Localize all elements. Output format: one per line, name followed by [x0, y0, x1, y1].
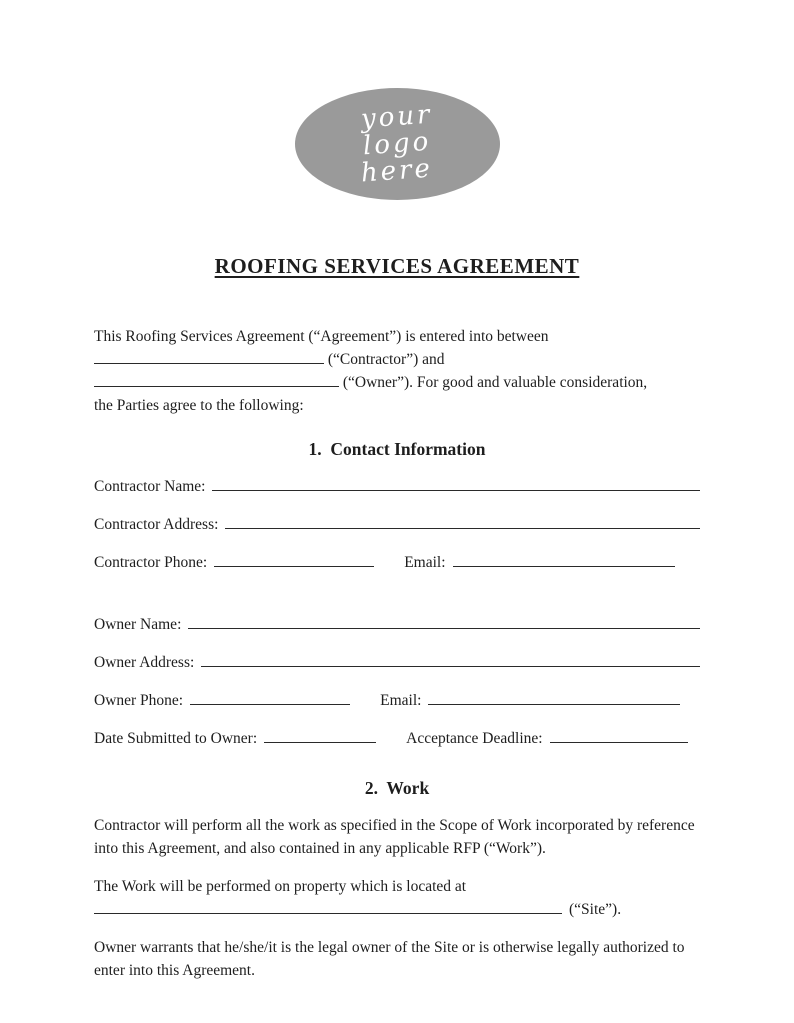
owner-name-blank	[94, 382, 339, 387]
logo-text-line: here	[360, 153, 434, 188]
site-lead-text: The Work will be performed on property which is located at	[94, 878, 467, 895]
intro-line-1: This Roofing Services Agreement (“Agreement”) is entered into between	[94, 328, 549, 345]
intro-owner-label: (“Owner”). For good and valuable consideration,	[342, 374, 648, 391]
contractor-address-field	[225, 524, 700, 529]
intro-line-4: the Parties agree to the following:	[94, 397, 304, 414]
contractor-email-label: Email:	[404, 554, 446, 571]
work-paragraph-3: Owner warrants that he/she/it is the legal owner of the Site or is otherwise legally authorized to enter into this Agreement.	[94, 939, 685, 979]
contractor-phone-email-row	[94, 552, 700, 574]
section-2-heading: 2. Work	[364, 778, 430, 798]
contractor-phone-field	[214, 562, 374, 567]
section-1-heading: 1. Contact Information	[308, 439, 486, 459]
owner-address-row	[94, 652, 700, 674]
contractor-phone-label: Contractor Phone:	[94, 554, 208, 571]
intro-contractor-label: (“Contractor”) and	[327, 351, 445, 368]
document-title: ROOFING SERVICES AGREEMENT	[214, 254, 580, 278]
contractor-name-field	[212, 486, 700, 491]
owner-name-field	[188, 624, 700, 629]
work-paragraph-2	[94, 875, 700, 921]
acceptance-deadline-label: Acceptance Deadline:	[406, 730, 543, 747]
logo-text-line: logo	[361, 126, 433, 161]
owner-name-label: Owner Name:	[94, 616, 182, 633]
owner-phone-field	[190, 700, 350, 705]
contractor-address-label: Contractor Address:	[94, 516, 219, 533]
owner-email-label: Email:	[380, 692, 422, 709]
owner-address-label: Owner Address:	[94, 654, 195, 671]
logo-text-line: your	[360, 99, 434, 134]
intro-line-3	[94, 371, 700, 394]
contractor-address-row	[94, 514, 700, 536]
date-submitted-field	[264, 738, 376, 743]
owner-name-row	[94, 614, 700, 636]
owner-phone-email-row	[94, 690, 700, 712]
date-submitted-label: Date Submitted to Owner:	[94, 730, 258, 747]
site-line	[94, 898, 700, 921]
site-address-field	[94, 909, 562, 914]
logo-placeholder	[295, 88, 500, 200]
work-paragraph-1: Contractor will perform all the work as specified in the Scope of Work incorporated by reference into this Agreement, and also contained in any applicable RFP (“Work”).	[94, 817, 695, 857]
intro-line-2	[94, 348, 700, 371]
dates-row	[94, 728, 700, 750]
owner-address-field	[201, 662, 700, 667]
acceptance-deadline-field	[550, 738, 688, 743]
contractor-email-field	[453, 562, 675, 567]
contractor-name-row	[94, 476, 700, 498]
site-label: (“Site”).	[569, 901, 622, 918]
contractor-name-label: Contractor Name:	[94, 478, 206, 495]
owner-email-field	[428, 700, 680, 705]
intro-paragraph	[94, 325, 700, 417]
contractor-name-blank	[94, 359, 324, 364]
owner-phone-label: Owner Phone:	[94, 692, 184, 709]
